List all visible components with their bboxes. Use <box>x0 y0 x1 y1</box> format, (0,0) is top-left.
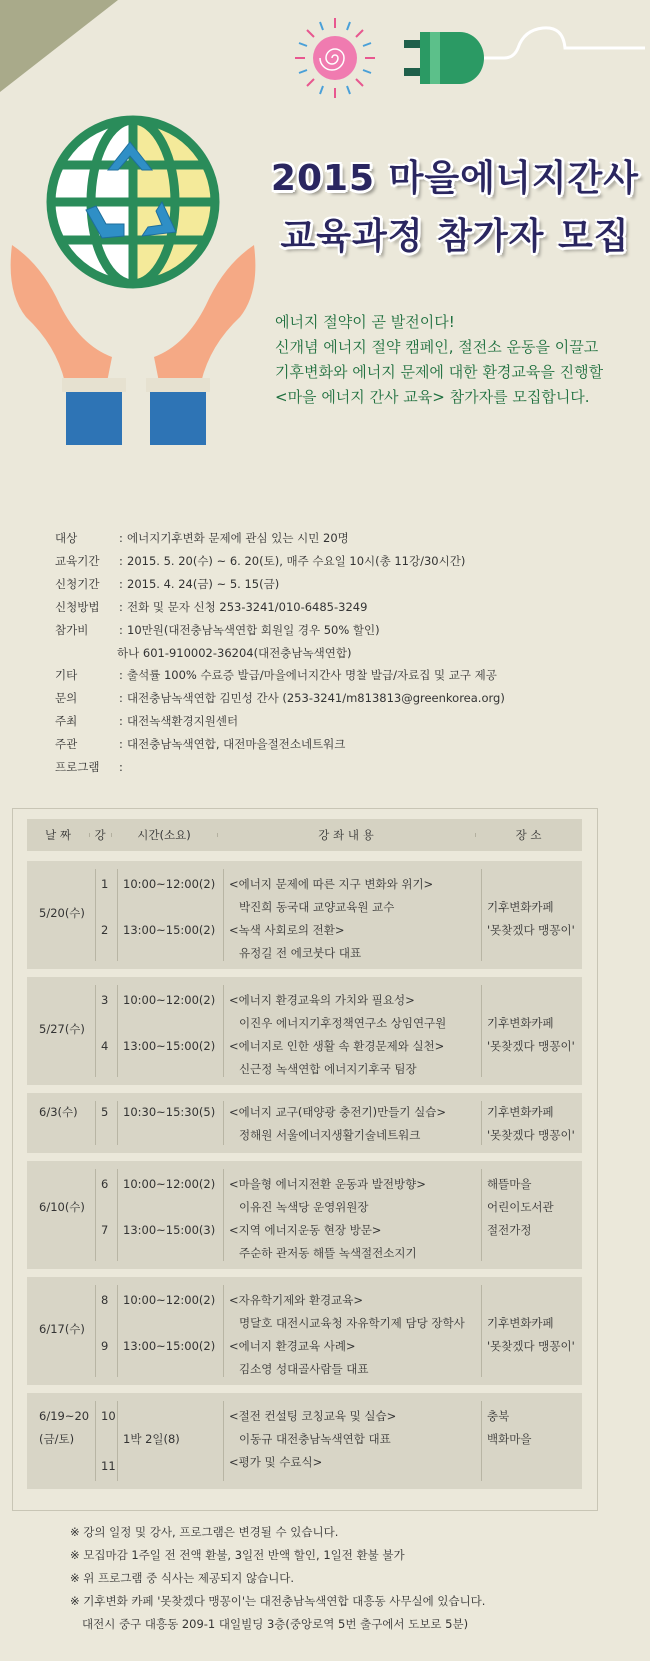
lecture-title: <지역 에너지운동 현장 방문> <box>229 1223 382 1237</box>
info-row-organizer: 주관 : 대전충남녹색연합, 대전마을절전소네트워크 <box>55 733 615 756</box>
lecturer: 박진희 동국대 교양교육원 교수 <box>239 900 395 914</box>
lecture-title: <마을형 에너지전환 운동과 발전방향> <box>229 1177 426 1191</box>
header-lecture: 강 <box>89 827 111 843</box>
lecture-number: 11 <box>101 1459 116 1473</box>
info-value: 대전충남녹색연합, 대전마을절전소네트워크 <box>127 737 346 751</box>
info-value: 2015. 5. 20(수) ~ 6. 20(토), 매주 수요일 10시(총 11강/30시간) <box>127 554 466 568</box>
place: 기후변화카페 <box>487 1105 554 1119</box>
info-label: 신청기간 <box>55 577 100 591</box>
info-value: 10만원(대전충남녹색연합 회원일 경우 50% 할인) <box>127 623 380 637</box>
header-content: 강 좌 내 용 <box>217 827 475 843</box>
lecture-number: 5 <box>101 1105 109 1119</box>
info-row-host: 주최 : 대전녹색환경지원센터 <box>55 710 615 733</box>
schedule-block <box>27 1161 582 1269</box>
schedule-block <box>27 977 582 1085</box>
title-line-2: 교육과정 참가자 모집 <box>280 216 630 257</box>
lecture-number: 1 <box>101 877 109 891</box>
info-row-period: 교육기간 : 2015. 5. 20(수) ~ 6. 20(토), 매주 수요일 10시(총 11강/30시간) <box>55 550 615 573</box>
schedule-header <box>27 819 582 851</box>
lecture-title: <에너지 문제에 따른 지구 변화와 위기> <box>229 877 434 891</box>
header-date: 날 짜 <box>45 828 71 842</box>
info-row-apply-period: 신청기간 : 2015. 4. 24(금) ~ 5. 15(금) <box>55 573 615 596</box>
lecture-time: 1박 2일(8) <box>123 1432 180 1446</box>
place: 기후변화카페 <box>487 1016 554 1030</box>
lecture-time: 13:00~15:00(2) <box>123 923 216 937</box>
lecture-time: 10:00~12:00(2) <box>123 1177 216 1191</box>
sun-icon <box>295 18 375 98</box>
lecturer: 명달호 대전시교육청 자유학기제 담당 장학사 <box>239 1316 465 1330</box>
note-item: ※ 모집마감 1주일 전 전액 환불, 3일전 반액 할인, 1일전 환불 불가 <box>70 1548 405 1562</box>
lecture-time: 10:00~12:00(2) <box>123 993 216 1007</box>
lecture-number: 7 <box>101 1223 109 1237</box>
info-label: 문의 <box>55 691 78 705</box>
info-value: 대전녹색환경지원센터 <box>127 714 239 728</box>
lecture-time: 13:00~15:00(2) <box>123 1039 216 1053</box>
info-row-etc: 기타 : 출석률 100% 수료증 발급/마을에너지간사 명찰 발급/자료집 및 교구 제공 <box>55 664 615 687</box>
lecture-title: <에너지 교구(태양광 충전기)만들기 실습> <box>229 1105 446 1119</box>
lecture-title: <절전 컨설팅 코칭교육 및 실습> <box>229 1409 397 1423</box>
intro-line: <마을 에너지 간사 교육> 참가자를 모집합니다. <box>275 388 590 406</box>
place: '못찾겠다 맹꽁이' <box>487 1128 575 1142</box>
intro-line: 에너지 절약이 곧 발전이다! <box>275 313 455 331</box>
info-value: 에너지기후변화 문제에 관심 있는 시민 20명 <box>127 531 349 545</box>
info-value: 출석률 100% 수료증 발급/마을에너지간사 명찰 발급/자료집 및 교구 제공 <box>127 668 497 682</box>
header-place: 장 소 <box>475 827 582 843</box>
lecture-number: 10 <box>101 1409 116 1423</box>
lecture-title: <자유학기제와 환경교육> <box>229 1293 364 1307</box>
info-label: 참가비 <box>55 623 89 637</box>
block-date: 6/3(수) <box>39 1105 78 1119</box>
notes <box>70 1521 630 1636</box>
plug-icon <box>280 10 650 105</box>
lecture-time: 13:00~15:00(3) <box>123 1223 216 1237</box>
lecture-title: <녹색 사회로의 전환> <box>229 923 345 937</box>
info-label: 대상 <box>55 531 78 545</box>
lecturer: 정해원 서울에너지생활기술네트워크 <box>239 1128 421 1142</box>
info-row-contact: 문의 : 대전충남녹색연합 김민성 간사 (253-3241/m813813@greenkorea.org) <box>55 687 615 710</box>
lecture-number: 8 <box>101 1293 109 1307</box>
header-time: 시간(소요) <box>111 827 217 843</box>
info-value: 전화 및 문자 신청 253-3241/010-6485-3249 <box>127 600 368 614</box>
lecturer: 이진우 에너지기후정책연구소 상임연구원 <box>239 1016 447 1030</box>
block-date: 5/20(수) <box>39 906 85 920</box>
block-date: (금/토) <box>39 1432 75 1446</box>
info-row-apply-method: 신청방법 : 전화 및 문자 신청 253-3241/010-6485-3249 <box>55 596 615 619</box>
lecturer: 신근정 녹색연합 에너지기후국 팀장 <box>239 1062 417 1076</box>
info-label: 신청방법 <box>55 600 100 614</box>
note-item: ※ 위 프로그램 중 식사는 제공되지 않습니다. <box>70 1571 295 1585</box>
place: 해뜰마을 <box>487 1177 532 1191</box>
info-label: 주최 <box>55 714 78 728</box>
lecture-title: <에너지 환경교육의 가치와 필요성> <box>229 993 415 1007</box>
schedule-block <box>27 1393 582 1489</box>
lecture-title: <평가 및 수료식> <box>229 1455 323 1469</box>
place: 어린이도서관 <box>487 1200 554 1214</box>
info-account: 하나 601-910002-36204(대전충남녹색연합) <box>117 646 352 660</box>
title-line-1: 2015 마을에너지간사 <box>270 158 640 199</box>
lecture-time: 10:30~15:30(5) <box>123 1105 216 1119</box>
info-row-program: 프로그램 : <box>55 756 615 779</box>
info-label: 주관 <box>55 737 78 751</box>
info-row-fee: 참가비 : 10만원(대전충남녹색연합 회원일 경우 50% 할인) <box>55 619 615 642</box>
lecture-time: 10:00~12:00(2) <box>123 1293 216 1307</box>
info-value: 대전충남녹색연합 김민성 간사 (253-3241/m813813@greenkorea.org) <box>127 691 505 705</box>
info-value <box>127 756 615 779</box>
schedule-block <box>27 1277 582 1385</box>
info-label: 프로그램 <box>55 760 100 774</box>
corner-decoration <box>0 0 118 92</box>
info-label: 교육기간 <box>55 554 100 568</box>
lecture-number: 6 <box>101 1177 109 1191</box>
place: 기후변화카페 <box>487 900 554 914</box>
place: 백화마을 <box>487 1432 532 1446</box>
lecture-title: <에너지 환경교육 사례> <box>229 1339 356 1353</box>
info-label: 기타 <box>55 668 78 682</box>
block-date: 6/17(수) <box>39 1322 85 1336</box>
schedule-block <box>27 861 582 969</box>
lecture-title: <에너지로 인한 생활 속 환경문제와 실천> <box>229 1039 445 1053</box>
place: '못찾겠다 맹꽁이' <box>487 923 575 937</box>
lecturer: 주순하 관저동 해뜰 녹색절전소지기 <box>239 1246 417 1260</box>
place: 기후변화카페 <box>487 1316 554 1330</box>
schedule-block <box>27 1093 582 1153</box>
note-item: ※ 강의 일정 및 강사, 프로그램은 변경될 수 있습니다. <box>70 1525 339 1539</box>
lecture-number: 9 <box>101 1339 109 1353</box>
lecture-time: 13:00~15:00(2) <box>123 1339 216 1353</box>
info-row-target: 대상 : 에너지기후변화 문제에 관심 있는 시민 20명 <box>55 527 615 550</box>
lecturer: 유정길 전 에코붓다 대표 <box>239 946 362 960</box>
lecture-time: 10:00~12:00(2) <box>123 877 216 891</box>
info-list <box>55 527 615 779</box>
schedule-table <box>12 808 598 1511</box>
note-item: ※ 기후변화 카페 '못찾겠다 맹꽁이'는 대전충남녹색연합 대흥동 사무실에 있습니다. <box>70 1594 486 1608</box>
place: 충북 <box>487 1409 510 1423</box>
intro-text <box>275 310 645 410</box>
place: '못찾겠다 맹꽁이' <box>487 1339 575 1353</box>
place: '못찾겠다 맹꽁이' <box>487 1039 575 1053</box>
lecture-number: 3 <box>101 993 109 1007</box>
intro-line: 신개념 에너지 절약 캠페인, 절전소 운동을 이끌고 <box>275 338 599 356</box>
lecturer: 이유진 녹색당 운영위원장 <box>239 1200 369 1214</box>
block-date: 6/19~20 <box>39 1409 90 1423</box>
block-date: 6/10(수) <box>39 1200 85 1214</box>
lecture-number: 4 <box>101 1039 109 1053</box>
page-title <box>270 150 640 266</box>
globe-recycle-icon <box>10 110 275 445</box>
intro-line: 기후변화와 에너지 문제에 대한 환경교육을 진행할 <box>275 363 604 381</box>
lecture-number: 2 <box>101 923 109 937</box>
lecturer: 이동규 대전충남녹색연합 대표 <box>239 1432 391 1446</box>
info-value: 2015. 4. 24(금) ~ 5. 15(금) <box>127 577 280 591</box>
place: 절전가정 <box>487 1223 532 1237</box>
lecturer: 김소영 성대골사람들 대표 <box>239 1362 369 1376</box>
block-date: 5/27(수) <box>39 1022 85 1036</box>
address: 대전시 중구 대흥동 209-1 대일빌딩 3층(중앙로역 5번 출구에서 도보로 5분) <box>82 1617 469 1631</box>
